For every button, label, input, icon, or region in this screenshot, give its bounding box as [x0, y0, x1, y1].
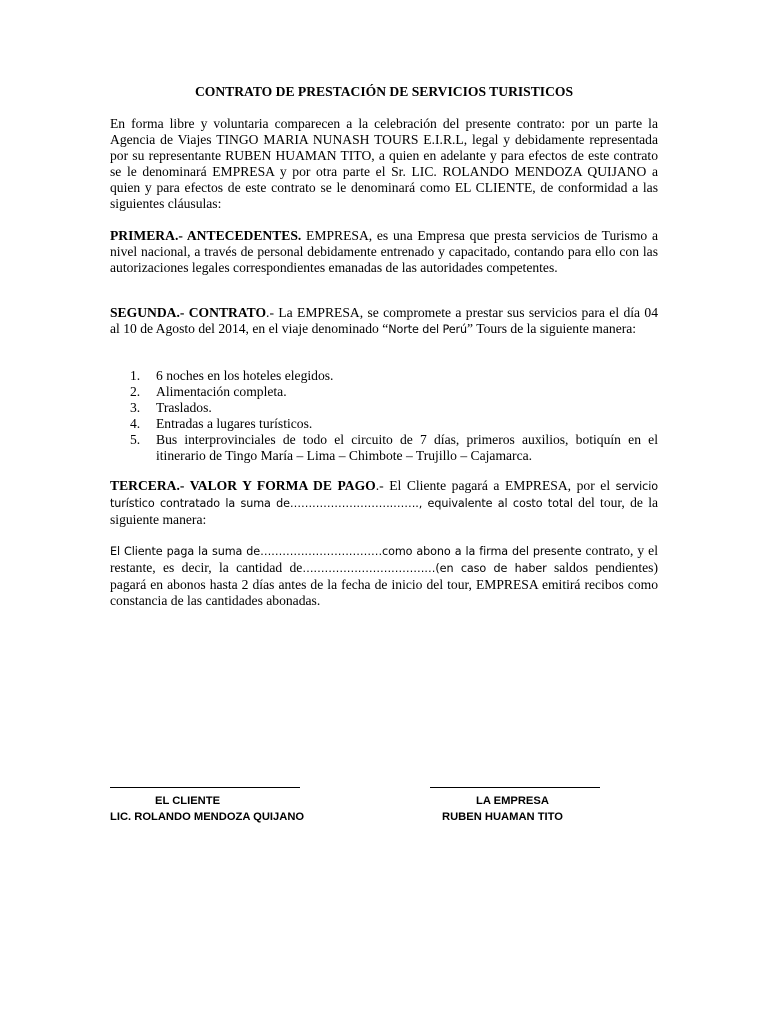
list-item-text: 6 noches en los hoteles elegidos.: [156, 368, 334, 383]
list-item: [130, 368, 658, 384]
clause-segunda-text-before: .- La EMPRESA, se compromete a prestar sus servicios para el día 04 al 10 de Agosto del 2014, en el viaje denominado “: [110, 305, 658, 337]
list-item-text: Bus interprovinciales de todo el circuito de 7 días, primeros auxilios, botiquín en el itinerario de Tingo María – Lima – Chimbote – Trujillo – Cajamarca.: [156, 432, 658, 464]
clause-tercera-amount-text: servicio turístico contratado la suma de……………………….……., equivalente al costo total: [110, 480, 658, 511]
payment-rest-text: contrato, y el restante, es decir, la cantidad de: [110, 543, 658, 576]
clause-tercera-text-before: .- El Cliente pagará a EMPRESA, por el: [375, 478, 616, 493]
payment-terms-text: saldos pendientes) pagará en abonos hasta 2 días antes de la fecha de inicio del tour, EMPRESA emitirá recibos como constancia de las cantidades abonadas.: [110, 560, 658, 609]
document-title: CONTRATO DE PRESTACIÓN DE SERVICIOS TURISTICOS: [194, 84, 574, 99]
payment-abono-text: El Cliente paga la suma de……………………………como abono a la firma del presente: [110, 545, 582, 558]
intro-paragraph: [110, 116, 658, 213]
list-item-text: Entradas a lugares turísticos.: [156, 416, 313, 432]
list-item-number: 1.: [130, 368, 141, 383]
clause-segunda: [110, 305, 658, 338]
clause-primera-text: EMPRESA, es una Empresa que presta servicios de Turismo a nivel nacional, a través de personal debidamente entrenado y capacitado, contando para ello con las autorizaciones legales correspondientes emanadas de las autoridades competentes.: [110, 228, 658, 276]
payment-paragraph: [110, 543, 658, 609]
company-name-label: RUBEN HUAMAN TITO: [442, 811, 563, 823]
list-item: [130, 400, 658, 416]
payment-balance-text: ………………………………(en caso de haber: [302, 562, 547, 576]
list-item: [130, 416, 658, 432]
clause-tercera: [110, 478, 658, 528]
clause-primera-heading: PRIMERA.- ANTECEDENTES.: [110, 228, 302, 243]
clause-tercera-text-after: del tour, de la siguiente manera:: [110, 495, 659, 528]
list-item-number: 4.: [130, 416, 141, 432]
clause-segunda-text-after: ” Tours de la siguiente manera:: [467, 321, 637, 337]
intro-text: En forma libre y voluntaria comparecen a la celebración del presente contrato: por un parte la Agencia de Viajes TINGO MARIA NUNASH TOURS E.I.R.L, legal y debidamente representada por su representante RUBEN HUAMAN TITO, a quien en adelante y para efectos de este contrato se le denominará EMPRESA y por otra parte el Sr. LIC. ROLANDO MENDOZA QUIJANO a quien y para efectos de este contrato se le denominará como EL CLIENTE, de conformidad a las siguientes cláusulas:: [110, 116, 658, 212]
list-item-text: Traslados.: [156, 400, 212, 416]
trip-name: Norte del Perú: [388, 323, 468, 337]
client-role-label: EL CLIENTE: [155, 795, 221, 807]
list-item-text: Alimentación completa.: [156, 384, 287, 400]
clause-primera: [110, 228, 658, 276]
clause-segunda-heading: SEGUNDA.- CONTRATO: [110, 305, 267, 320]
company-signature-line: [430, 787, 600, 788]
client-name-label: LIC. ROLANDO MENDOZA QUIJANO: [110, 811, 305, 823]
company-role-label: LA EMPRESA: [476, 795, 549, 807]
list-item: [130, 384, 658, 400]
services-list: [130, 368, 658, 465]
list-item: [130, 432, 658, 464]
list-item-number: 5.: [130, 432, 141, 448]
clause-tercera-heading: TERCERA.- VALOR Y FORMA DE PAGO: [110, 478, 376, 493]
list-item-number: 3.: [130, 400, 141, 416]
list-item-number: 2.: [130, 384, 141, 400]
client-signature-line: [110, 787, 300, 788]
